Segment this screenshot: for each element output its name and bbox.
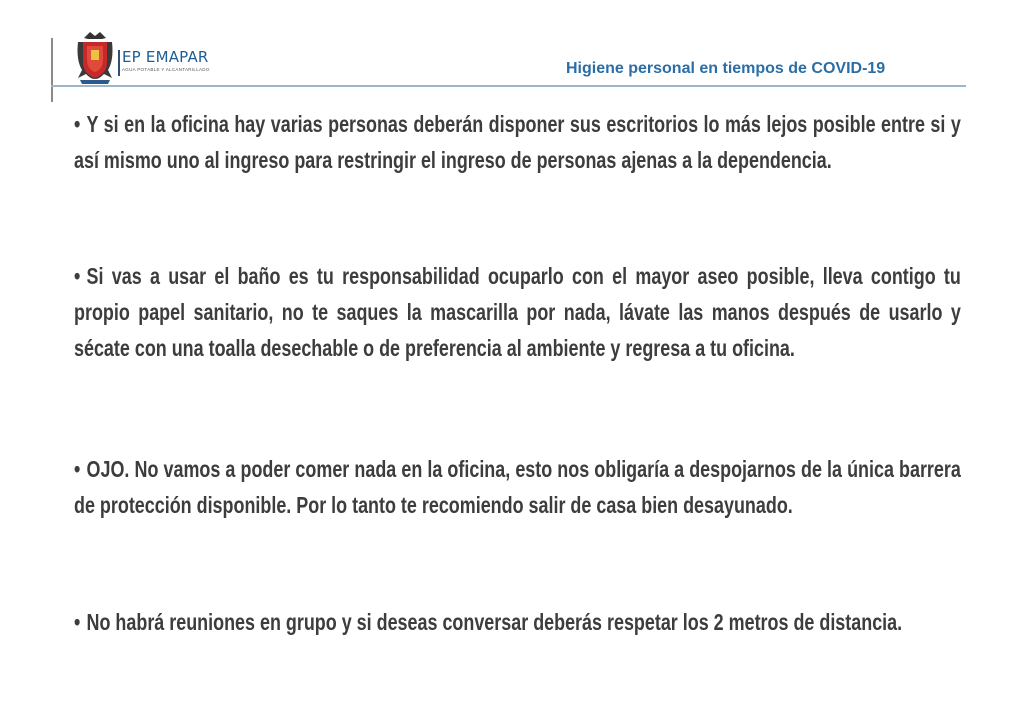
brand-tagline: AGUA POTABLE Y ALCANTARILLADO [122,67,210,72]
bullet-paragraph [74,106,961,178]
brand-name: EP EMAPAR [122,48,209,66]
emapar-crest-logo [74,30,116,86]
bullet-dot: • [74,263,81,289]
header-vertical-rule [51,38,53,102]
paragraph-text: Si vas a usar el baño es tu responsabilidad ocuparlo con el mayor aseo posible, lleva contigo tu propio papel sanitario, no te saques la mascarilla por nada, lávate las manos después de usarlo y sécate con una toalla desechable o de preferencia al ambiente y regresa a tu oficina. [74,263,961,361]
brand-block [122,48,210,73]
bullet-paragraph [74,258,961,366]
bullet-dot: • [74,111,81,137]
slide-topic-title: Higiene personal en tiempos de COVID-19 [566,60,886,77]
brand-divider [118,50,120,76]
paragraph-text: Y si en la oficina hay varias personas deberán disponer sus escritorios lo más lejos posible entre si y así mismo uno al ingreso para restringir el ingreso de personas ajenas a la dependencia. [74,111,961,173]
paragraph-text: OJO. No vamos a poder comer nada en la oficina, esto nos obligaría a despojarnos de la única barrera de protección disponible. Por lo tanto te recomiendo salir de casa bien desayunado. [74,456,961,518]
bullet-dot: • [74,609,81,635]
slide-header [0,0,1024,100]
bullet-dot: • [74,456,81,482]
header-horizontal-rule [51,85,966,87]
bullet-paragraph [74,451,961,523]
paragraph-text: No habrá reuniones en grupo y si deseas conversar deberás respetar los 2 metros de distancia. [86,609,903,635]
bullet-paragraph [74,604,961,640]
